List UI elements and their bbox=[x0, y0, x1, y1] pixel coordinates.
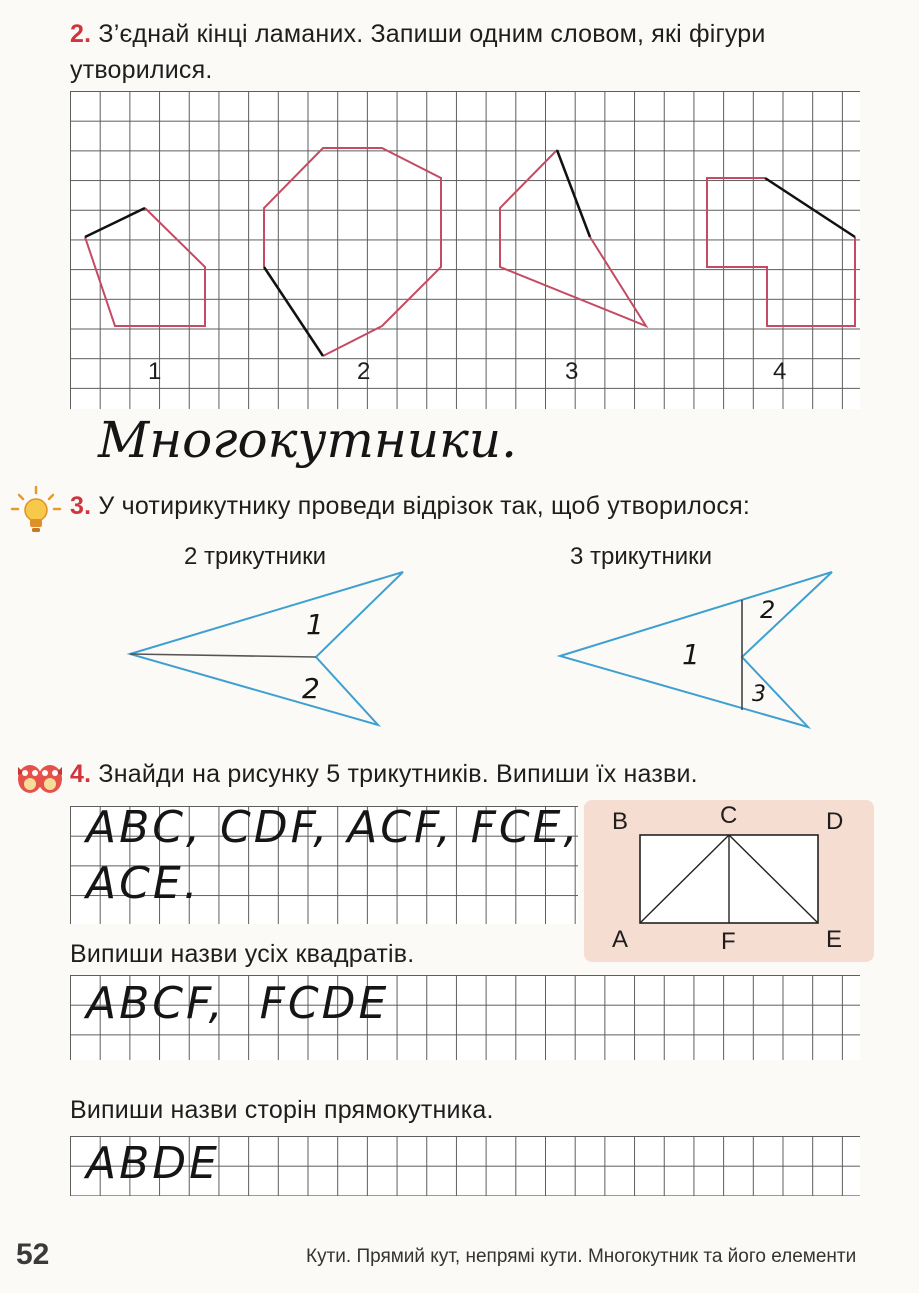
diagram-label-c: C bbox=[720, 802, 738, 829]
figure2-label: 2 bbox=[357, 358, 371, 385]
task2-number: 2. bbox=[70, 20, 92, 48]
squares-answer: ABCF, FCDE bbox=[86, 978, 390, 1029]
left-mark-1: 1 bbox=[306, 608, 327, 641]
task4-text: Знайди на рисунку 5 трикутників. Випиши їх назви. bbox=[98, 760, 698, 788]
right-mark-3: 3 bbox=[752, 682, 769, 707]
figure3-label: 3 bbox=[565, 358, 579, 385]
task3-left-caption: 2 трикутники bbox=[184, 543, 327, 570]
task4-answer-line1: ABC, CDF, ACF, FCE, bbox=[86, 802, 581, 853]
task3-number: 3. bbox=[70, 492, 92, 520]
task3-right-caption: 3 трикутники bbox=[570, 543, 713, 570]
squares-prompt: Випиши назви усіх квадратів. bbox=[70, 940, 415, 968]
diagram-label-e: E bbox=[826, 926, 843, 953]
task2-text: З’єднай кінці ламаних. Запиши одним словом, які фігури утворилися. bbox=[70, 20, 766, 84]
left-mark-2: 2 bbox=[302, 672, 323, 705]
footer-title: Кути. Прямий кут, непрямі кути. Многокутник та його елементи bbox=[306, 1246, 857, 1267]
figure1-label: 1 bbox=[148, 358, 162, 385]
right-mark-2: 2 bbox=[760, 596, 779, 624]
figure4-label: 4 bbox=[773, 358, 787, 385]
page-number: 52 bbox=[16, 1238, 50, 1271]
diagram-label-a: A bbox=[612, 926, 629, 953]
task4-number: 4. bbox=[70, 760, 92, 788]
task3-text: У чотирикутнику проведи відрізок так, щоб утворилося: bbox=[98, 492, 750, 520]
diagram-label-d: D bbox=[826, 808, 844, 835]
rect-answer: ABDE bbox=[86, 1138, 220, 1189]
diagram-label-f: F bbox=[721, 928, 736, 955]
task2-answer: Многокутники. bbox=[98, 411, 517, 469]
right-mark-1: 1 bbox=[682, 638, 703, 671]
task4-answer-line2: ACE. bbox=[86, 858, 201, 909]
diagram-label-b: B bbox=[612, 808, 629, 835]
rect-prompt: Випиши назви сторін прямокутника. bbox=[70, 1096, 494, 1124]
